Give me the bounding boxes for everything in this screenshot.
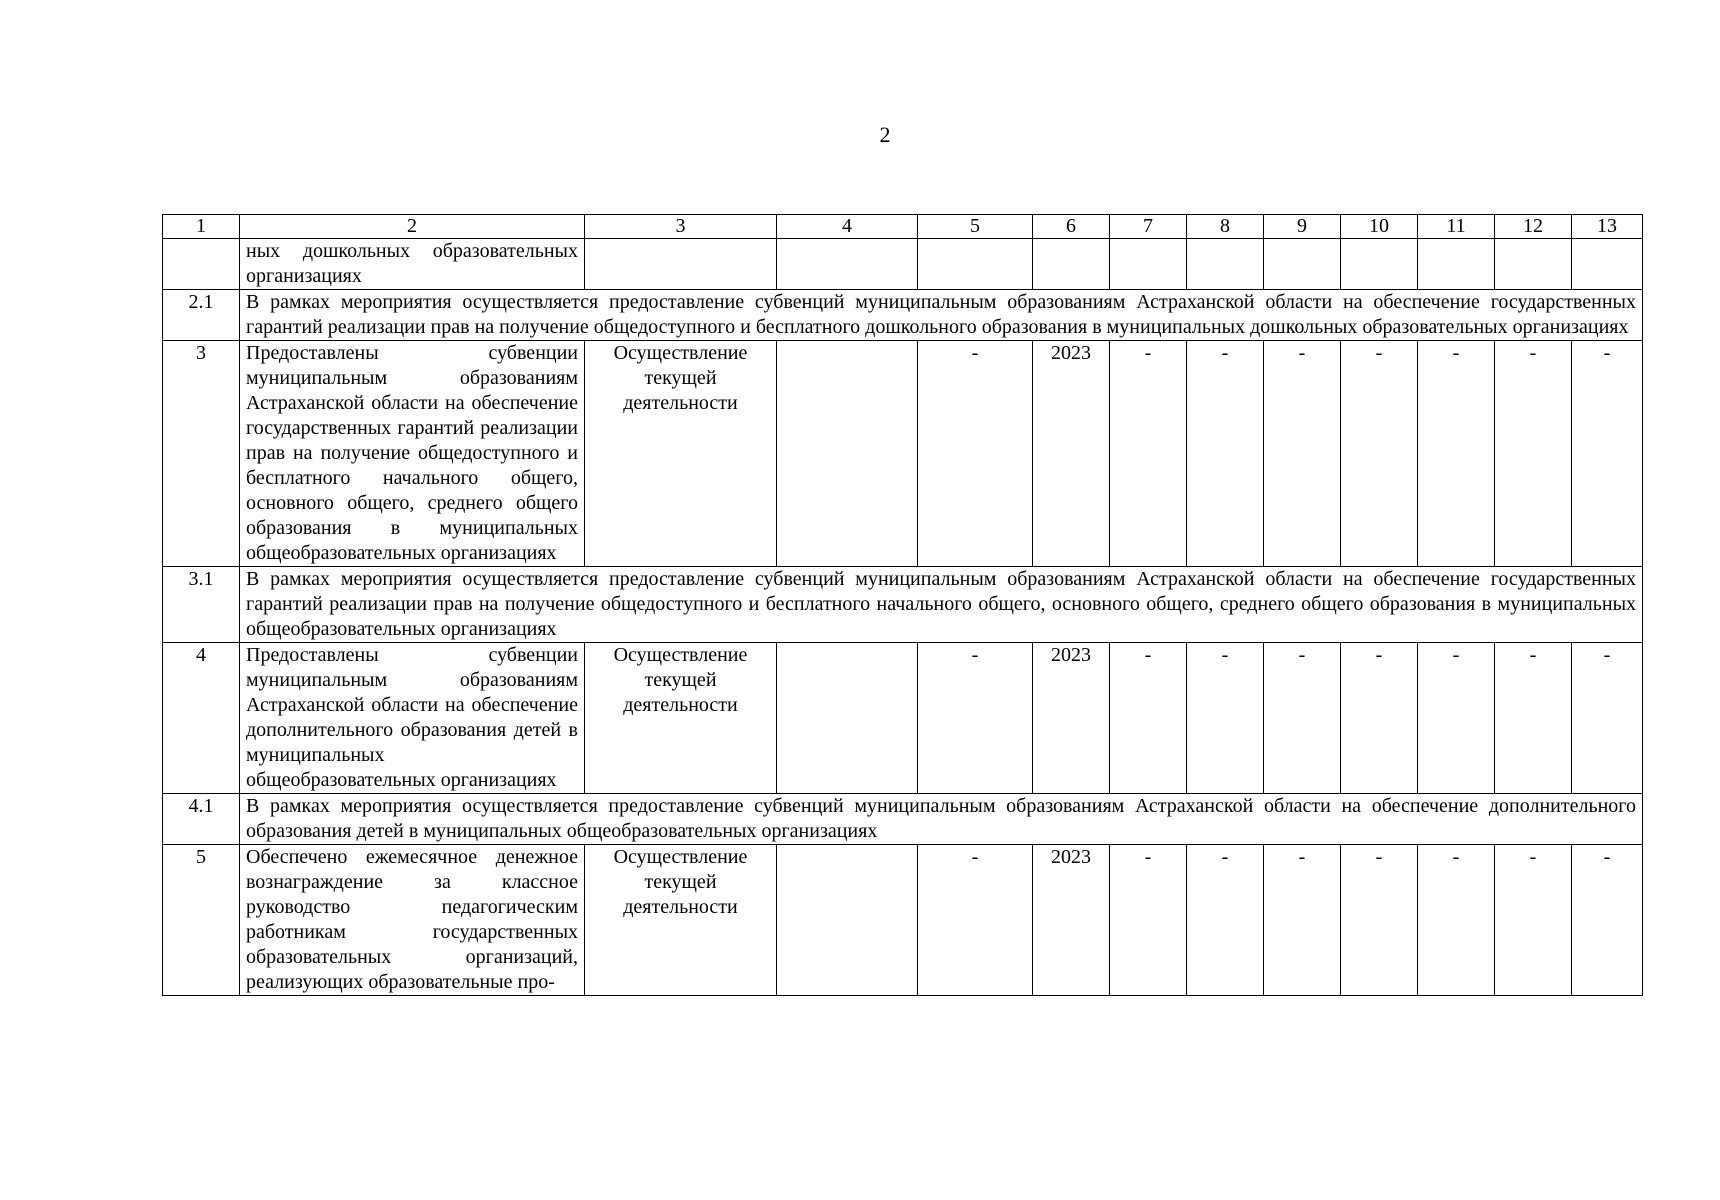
- table-body: [163, 215, 1643, 996]
- cell-col12: -: [1495, 341, 1572, 567]
- header-cell: 13: [1572, 215, 1643, 239]
- cell-col5: -: [918, 845, 1033, 996]
- cell-col5: -: [918, 341, 1033, 567]
- cell-col13: [1572, 239, 1643, 290]
- description-row: [163, 290, 1643, 341]
- cell-col12: [1495, 239, 1572, 290]
- page-number: 2: [879, 122, 891, 147]
- cell-col11: -: [1418, 845, 1495, 996]
- header-cell: 2: [240, 215, 585, 239]
- cell-num: 2.1: [163, 290, 240, 341]
- cell-col7: -: [1110, 845, 1187, 996]
- cell-col4: [777, 845, 918, 996]
- cell-col7: [1110, 239, 1187, 290]
- header-cell: 1: [163, 215, 240, 239]
- table-row: [163, 845, 1643, 996]
- cell-col10: -: [1341, 643, 1418, 794]
- plan-table: [162, 214, 1643, 996]
- cell-result-text: Предоставлены субвенции муниципальным образованиям Астраханской области на обеспечение дополнительного образования детей в муниципальных общеобразовательных организациях: [240, 643, 585, 794]
- description-row: [163, 794, 1643, 845]
- cell-col6: [1033, 239, 1110, 290]
- cell-result-type: Осуществление текущей деятельности: [585, 643, 777, 794]
- cell-col11: -: [1418, 643, 1495, 794]
- cell-col4: [777, 643, 918, 794]
- cell-col8: [1187, 239, 1264, 290]
- header-row: [163, 215, 1643, 239]
- table-row: [163, 643, 1643, 794]
- cell-num: 5: [163, 845, 240, 996]
- cell-description: В рамках мероприятия осуществляется предоставление субвенций муниципальным образованиям Астраханской области на обеспечение дополнительного образования детей в муниципальных общеобразовательных организациях: [240, 794, 1643, 845]
- header-cell: 10: [1341, 215, 1418, 239]
- cell-col12: -: [1495, 643, 1572, 794]
- cell-num: 4.1: [163, 794, 240, 845]
- cell-col5: -: [918, 643, 1033, 794]
- cell-col4: [777, 341, 918, 567]
- cell-description: В рамках мероприятия осуществляется предоставление субвенций муниципальным образованиям Астраханской области на обеспечение государственных гарантий реализации прав на получение общедоступного и бесплатного начального общего, основного общего, среднего общего образования в муниципальных общеобразовательных организациях: [240, 567, 1643, 643]
- cell-num: 3: [163, 341, 240, 567]
- header-cell: 3: [585, 215, 777, 239]
- header-cell: 7: [1110, 215, 1187, 239]
- cell-year: 2023: [1033, 845, 1110, 996]
- cell-year: 2023: [1033, 643, 1110, 794]
- cell-col5: [918, 239, 1033, 290]
- cell-result-text: Обеспечено ежемесячное денежное вознаграждение за классное руководство педагогическим работникам государственных образовательных организаций, реализующих образовательные про-: [240, 845, 585, 996]
- header-cell: 11: [1418, 215, 1495, 239]
- description-row: [163, 567, 1643, 643]
- cell-col10: -: [1341, 845, 1418, 996]
- cell-col9: -: [1264, 341, 1341, 567]
- cell-col12: -: [1495, 845, 1572, 996]
- header-cell: 6: [1033, 215, 1110, 239]
- header-cell: 9: [1264, 215, 1341, 239]
- cell-col8: -: [1187, 845, 1264, 996]
- cell-col10: -: [1341, 341, 1418, 567]
- cell-col11: [1418, 239, 1495, 290]
- continuation-row: [163, 239, 1643, 290]
- header-cell: 5: [918, 215, 1033, 239]
- cell-col9: -: [1264, 643, 1341, 794]
- header-cell: 4: [777, 215, 918, 239]
- cell-col10: [1341, 239, 1418, 290]
- cell-col9: -: [1264, 845, 1341, 996]
- header-cell: 8: [1187, 215, 1264, 239]
- cell-col13: -: [1572, 341, 1643, 567]
- cell-result-text: Предоставлены субвенции муниципальным образованиям Астраханской области на обеспечение государственных гарантий реализации прав на получение общедоступного и бесплатного начального общего, основного общего, среднего общего образования в муниципальных общеобразовательных организациях: [240, 341, 585, 567]
- cell-result-text: ных дошкольных образовательных организациях: [240, 239, 585, 290]
- cell-col13: -: [1572, 643, 1643, 794]
- cell-col3: [585, 239, 777, 290]
- cell-num: 4: [163, 643, 240, 794]
- cell-num: 3.1: [163, 567, 240, 643]
- cell-col7: -: [1110, 643, 1187, 794]
- cell-col13: -: [1572, 845, 1643, 996]
- header-cell: 12: [1495, 215, 1572, 239]
- table-row: [163, 341, 1643, 567]
- cell-col11: -: [1418, 341, 1495, 567]
- cell-num: [163, 239, 240, 290]
- cell-col8: -: [1187, 643, 1264, 794]
- cell-col8: -: [1187, 341, 1264, 567]
- cell-description: В рамках мероприятия осуществляется предоставление субвенций муниципальным образованиям Астраханской области на обеспечение государственных гарантий реализации прав на получение общедоступного и бесплатного дошкольного образования в муниципальных дошкольных образовательных организациях: [240, 290, 1643, 341]
- cell-result-type: Осуществление текущей деятельности: [585, 341, 777, 567]
- cell-year: 2023: [1033, 341, 1110, 567]
- cell-col7: -: [1110, 341, 1187, 567]
- cell-col4: [777, 239, 918, 290]
- cell-col9: [1264, 239, 1341, 290]
- cell-result-type: Осуществление текущей деятельности: [585, 845, 777, 996]
